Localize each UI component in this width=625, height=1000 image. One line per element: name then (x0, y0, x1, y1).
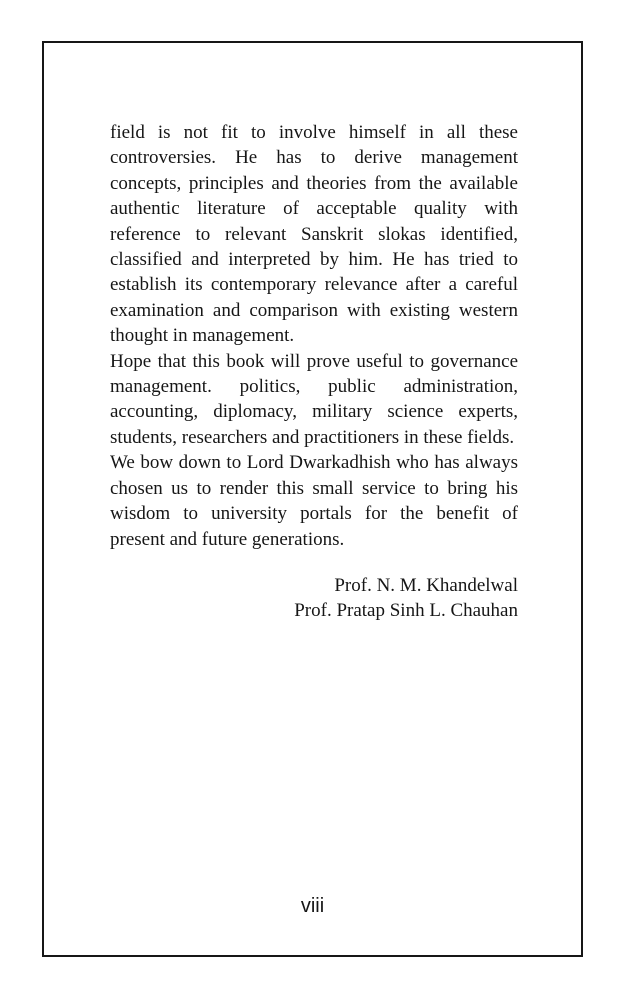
signature-author-1: Prof. N. M. Khandelwal (334, 574, 518, 596)
paragraph: field is not fit to involve himself in all these controversies. He has to derive management concepts, principles and theories from the available authentic literature of acceptable quality with reference to relevant Sanskrit slokas identified, classified and interpreted by him. He has tried to establish its contemporary relevance after a careful examination and comparison with existing western thought in management. (110, 122, 518, 347)
paragraph: We bow down to Lord Dwarkadhish who has always chosen us to render this small service to bring his wisdom to university portals for the benefit of present and future generations. (110, 452, 518, 550)
page-border-frame (42, 41, 583, 957)
page-number: viii (300, 895, 325, 917)
signature-block (110, 573, 518, 624)
body-text (110, 120, 518, 624)
signature-author-2: Prof. Pratap Sinh L. Chauhan (294, 600, 518, 622)
paragraph: Hope that this book will prove useful to governance management. politics, public administration, accounting, diplomacy, military science experts, students, researchers and practitioners in these fields. (110, 350, 518, 448)
